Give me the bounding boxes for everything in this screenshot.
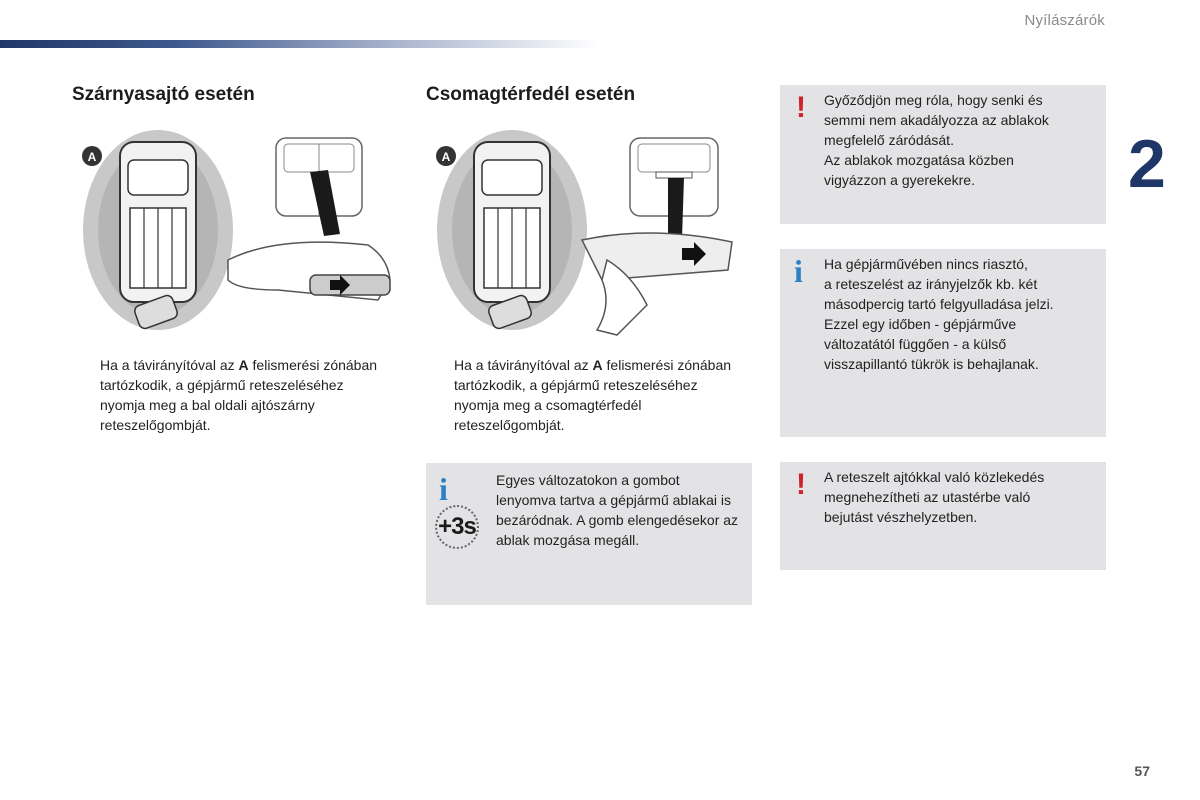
left-column-heading: Szárnyasajtó esetén	[72, 84, 255, 105]
warning-icon-2: !	[796, 468, 806, 501]
left-instruction-pre: Ha a távirányítóval az	[100, 357, 239, 373]
middle-column-heading: Csomagtérfedél esetén	[426, 84, 636, 105]
middle-info-box	[426, 463, 752, 605]
info-box-alarm	[780, 249, 1106, 437]
figure-marker-a-2: A	[441, 150, 451, 164]
middle-instruction-post: felismerési zónában tartózkodik, a gépjármű reteszeléséhez nyomja meg a csomagtérfedél reteszelőgombját.	[454, 357, 732, 433]
hold-3s-badge: +3s	[435, 505, 479, 549]
middle-instruction-pre: Ha a távirányítóval az	[454, 357, 593, 373]
warning-icon: !	[796, 91, 806, 124]
warning-box-windows-text: Győződjön meg róla, hogy senki és semmi nem akadályozza az ablakok megfelelő záródását. Az ablakok mozgatása közben vigyázzon a gyerekekre.	[824, 92, 1049, 188]
info-box-alarm-text: Ha gépjárművében nincs riasztó, a reteszelést az irányjelzők kb. két másodpercig tartó felgyulladása jelzi. Ezzel egy időben - gépjárműve változatától függően - a külső visszapillantó tükrök is behajlanak.	[824, 256, 1054, 372]
section-title: Nyílászárók	[1024, 12, 1105, 29]
side-door-lock-illustration	[78, 130, 398, 340]
tailgate-lock-illustration	[432, 130, 752, 340]
warning-box-windows	[780, 85, 1106, 224]
warning-box-emergency	[780, 462, 1106, 570]
left-instruction	[100, 355, 380, 435]
header-gradient-bar	[0, 40, 600, 48]
middle-instruction-key: A	[592, 357, 603, 373]
chapter-number: 2	[1128, 126, 1166, 202]
page-number: 57	[1134, 763, 1150, 779]
info-icon: i	[439, 471, 448, 507]
warning-box-emergency-text: A reteszelt ajtókkal való közlekedés megnehezítheti az utastérbe való bejutást vészhelyzetben.	[824, 469, 1045, 525]
left-instruction-post: felismerési zónában tartózkodik, a gépjármű reteszeléséhez nyomja meg a bal oldali ajtószárny reteszelőgombját.	[100, 357, 378, 433]
info-icon-2: i	[794, 253, 803, 289]
middle-info-text: Egyes változatokon a gombot lenyomva tartva a gépjármű ablakai is bezáródnak. A gomb elengedésekor az ablak mozgása megáll.	[496, 472, 739, 548]
left-instruction-key: A	[238, 357, 249, 373]
middle-instruction	[454, 355, 734, 435]
figure-marker-a: A	[87, 150, 97, 164]
